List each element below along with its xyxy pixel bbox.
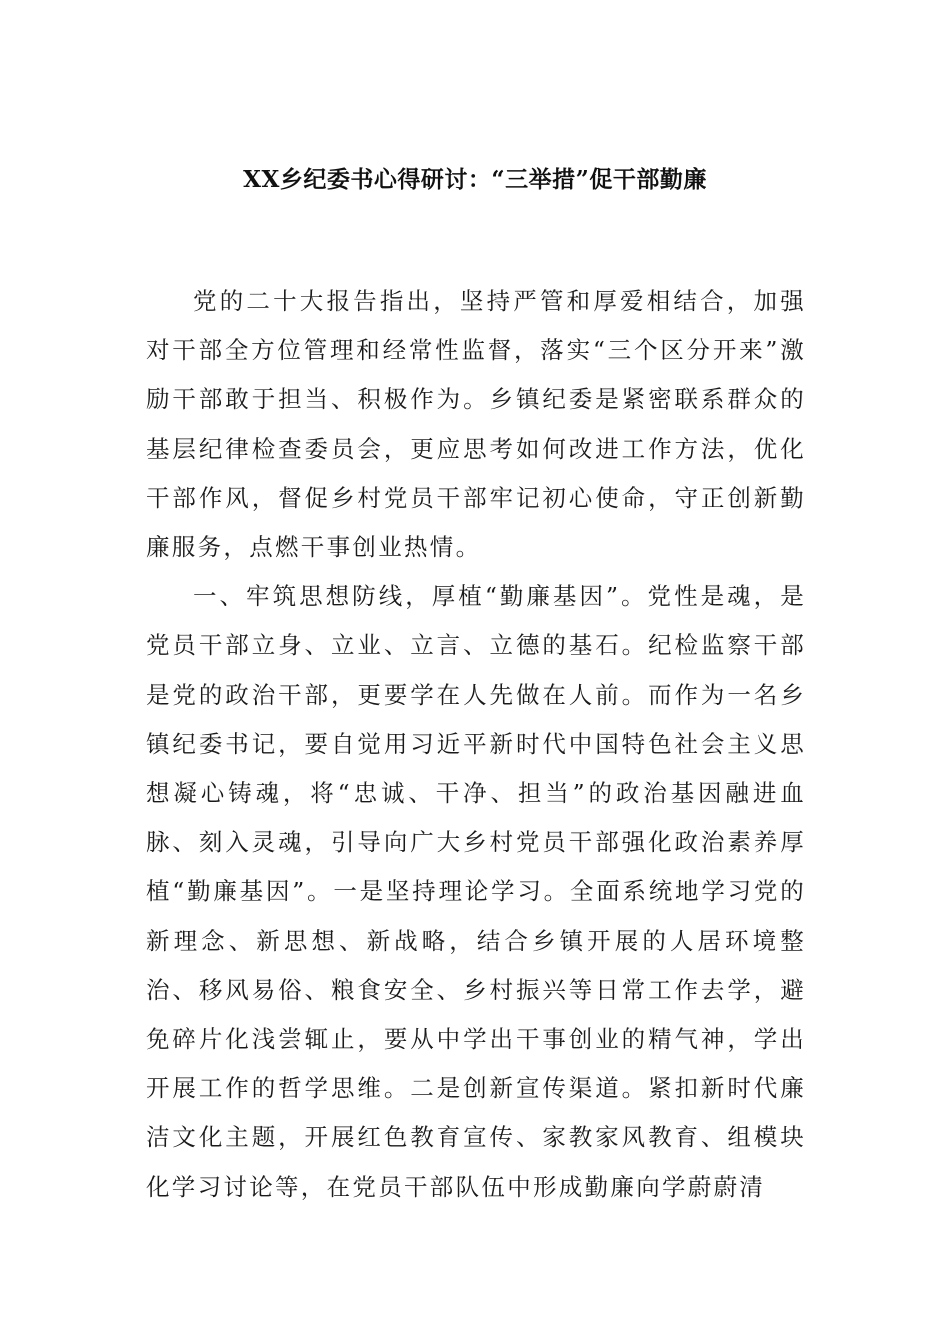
paragraph-section-one: 一、牢筑思想防线，厚植“勤廉基因”。党性是魂，是党员干部立身、立业、立言、立德的基石。纪检监察干部是党的政治干部，更要学在人先做在人前。而作为一名乡镇纪委书记，要自觉用习近平新时代中国特色社会主义思想凝心铸魂，将“忠诚、干净、担当”的政治基因融进血脉、刻入灵魂，引导向广大乡村党员干部强化政治素养厚植“勤廉基因”。一是坚持理论学习。全面系统地学习党的新理念、新思想、新战略，结合乡镇开展的人居环境整治、移风易俗、粮食安全、乡村振兴等日常工作去学，避免碎片化浅尝辄止，要从中学出干事创业的精气神，学出开展工作的哲学思维。二是创新宣传渠道。紧扣新时代廉洁文化主题，开展红色教育宣传、家教家风教育、组模块化学习讨论等，在党员干部队伍中形成勤廉向学蔚蔚清 <box>146 582 806 1201</box>
document-title: XX乡纪委书心得研讨：“三举措”促干部勤廉 <box>243 166 707 193</box>
paragraph-intro: 党的二十大报告指出，坚持严管和厚爱相结合，加强对干部全方位管理和经常性监督，落实“三个区分开来”激励干部敢于担当、积极作为。乡镇纪委是紧密联系群众的基层纪律检查委员会，更应思考如何改进工作方法，优化干部作风，督促乡村党员干部牢记初心使命，守正创新勤廉服务，点燃干事创业热情。 <box>146 287 806 562</box>
document-body <box>146 277 806 1212</box>
